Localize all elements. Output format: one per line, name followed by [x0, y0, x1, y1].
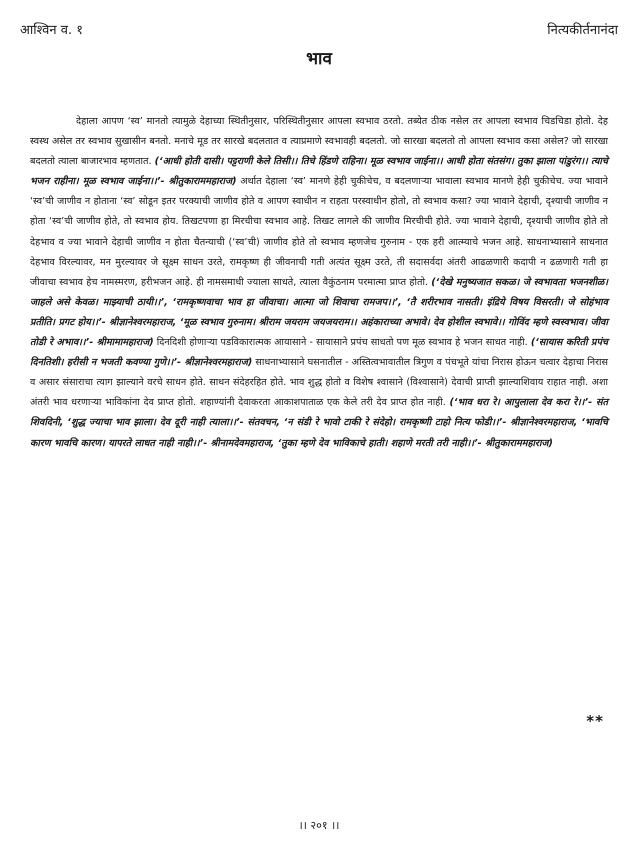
attribution-segment: - श्रीमामामहाराज): [89, 337, 154, 349]
attribution-segment: - संतवचन,: [239, 417, 284, 429]
quote-segment: (‘आधी होती दासी। पट्टराणी केले तिसी।। तिचे हिंडणे राहिना। मूळ स्वभाव जाईना।। आधी होता संतसंग। तुका झाला पांडुरंग।। त्याचे भजन राहीना। मूळ स्वभाव जाईना।।’: [30, 156, 608, 188]
end-mark: **: [586, 712, 604, 730]
quote-segment: ‘तुका म्हणे देव भाविकाचे हाती। शहाणे मरती तरी नाही।।’: [277, 437, 478, 449]
text-segment: साधनाभ्यासाने घसनातील - अस्तित्वभावातील त्रिगुण व पंचभूते यांचा निरास होऊन चत्वार देहाचा निरास व असार संसाराचा त्याग झाल्याने वरचे साधन होते. साधन संदेहरहित होते. भाव शुद्ध होतो व विशेष श्वासाने (विश्वासाने) देवाची प्राप्ती झाल्याशिवाय राहात नाही. अशा अंतरी भाव धरणाऱ्या भाविकांना देव प्राप्त होतो. शहाण्यांनी देवाकरता आकाशपाताळ एक केले तरी देव प्राप्त होत नाही.: [30, 357, 608, 409]
attribution-segment: - श्रीज्ञानेश्वरमहाराज,: [502, 417, 582, 429]
attribution-segment: - श्रीतुकाराममहाराज): [160, 176, 237, 188]
attribution-segment: - श्रीज्ञानेश्वरमहाराज,: [101, 316, 180, 328]
quote-segment: ‘मूळ स्वभाव गुरुनाम। श्रीराम जयराम जयजयराम।। अहंकाराच्या अभावे। देव होशील स्वभावे।। गोविंद म्हणे स्वस्वभाव। जीवा तोडी रे अभाव।।’: [30, 316, 608, 349]
quote-segment: (‘सायास करिती प्रपंच दिनतिशी। हरीसी न भजती कवण्या गुणे।।’: [30, 337, 608, 369]
attribution-segment: - श्रीतुकाराममहाराज): [477, 437, 553, 449]
quote-segment: ‘भावचि कारण भावचि कारण। यापरते लाधत नाही नाही।।’: [30, 417, 608, 449]
attribution-segment: - संत शिवदिनी,: [30, 397, 609, 429]
quote-segment: (‘देखे मनुष्यजात सकळ। जे स्वभावता भजनशीळ। जाहले असे केवळ। माझ्याची ठायी।।’, ‘रामकृष्णवाचा भाव हा जीवाचा। आत्मा जो शिवाचा रामजप।।’, ‘तै शरीरभाव नासती। इंद्रिये विषय विसरती। जे सोहंभाव प्रतीति। प्रगट होय।।’: [30, 276, 608, 328]
text-segment: अर्थात देहाला ‘स्व’ मानणे हेही चुकीचेच, व बदलणाऱ्या भावाला स्वभाव मानणे हेही चुकीचेच. ज्या भावाने ‘स्व’ची जाणीव न होताना ‘स्व’ सोडून इतर परक्याची जाणीव होते व आपण स्वाधीन न राहता परस्वाधीन होतो, तो स्वभाव कसा? ज्या भावाने देहाची, दृश्याची जाणीव न होता ‘स्व’ची जाणीव होते, तो स्वभाव होय. तिखटपणा हा मिरचीचा स्वभाव आहे. तिखट लागले की जाणीव मिरचीची होते. ज्या भावाने देहाची, दृश्याची जाणीव होते तो देहभाव व ज्या भावाने देहाची जाणीव न होता चैतन्याची (‘स्व’ची) जाणीव होते तो स्वभाव म्हणजेच गुरुनाम - एक हरी आत्म्याचे भजन आहे. साधनाभ्यासाने साधनात देहभाव विरल्यावर, मन मुरल्यावर जे सूक्ष्म साधन उरते, रामकृष्ण ही जीवनाची गती अत्यंत सूक्ष्म उरते, ती सदासर्वदा अंतरी आढळणारी कदापी न ढळणारी गती हा जीवाचा स्वभाव हेच नामस्मरण, हरीभजन आहे. ही नामसमाधी ज्याला साधते, त्याला वैकुंठनाम परमात्मा प्राप्त होतो.: [30, 176, 608, 288]
text-segment: दिनदिशी होणाऱ्या पडविकारात्मक आयासाने - सायासाने प्रपंच साधतो पण मूळ स्वभाव हे भजन साधत नाही.: [153, 337, 531, 349]
header-book-title: नित्यकीर्तनानंदा: [547, 23, 618, 38]
quote-segment: ‘शुद्ध ज्याचा भाव झाला। देव दूरी नाही त्याला।।’: [67, 417, 240, 429]
attribution-segment: - श्रीनामदेवमहाराज,: [203, 437, 278, 449]
text-segment: देहाला आपण ‘स्व’ मानतो त्यामुळे देहाच्या स्थितीनुसार, परिस्थितीनुसार आपला स्वभाव ठरतो. तब्येत ठीक नसेल तर आपला स्वभाव चिडचिडा होतो. देह स्वस्थ असेल तर स्वभाव सुखासीन बनतो. मनाचे मूड तर सारखे बदलतात व त्याप्रमाणे स्वभावही बदलतो. जो सारखा बदलतो तो आपला स्वभाव कसा असेल? जो सारखा बदलतो त्याला बाजारभाव म्हणतात.: [30, 116, 608, 168]
attribution-segment: - श्रीज्ञानेश्वरमहाराज): [176, 357, 253, 369]
page-number: ।। २०१ ।।: [298, 819, 340, 832]
quote-segment: (‘भाव धरा रे। आपुलाला देव करा रे।।’: [449, 397, 589, 409]
header-date: आश्विन व. १: [20, 23, 84, 38]
quote-segment: ‘न संडी रे भावो टाकी रे संदेहो। रामकृष्णी टाहो नित्य फोडी।।’: [283, 417, 503, 429]
body-paragraph: [30, 112, 608, 454]
page-title: भाव: [306, 49, 332, 69]
